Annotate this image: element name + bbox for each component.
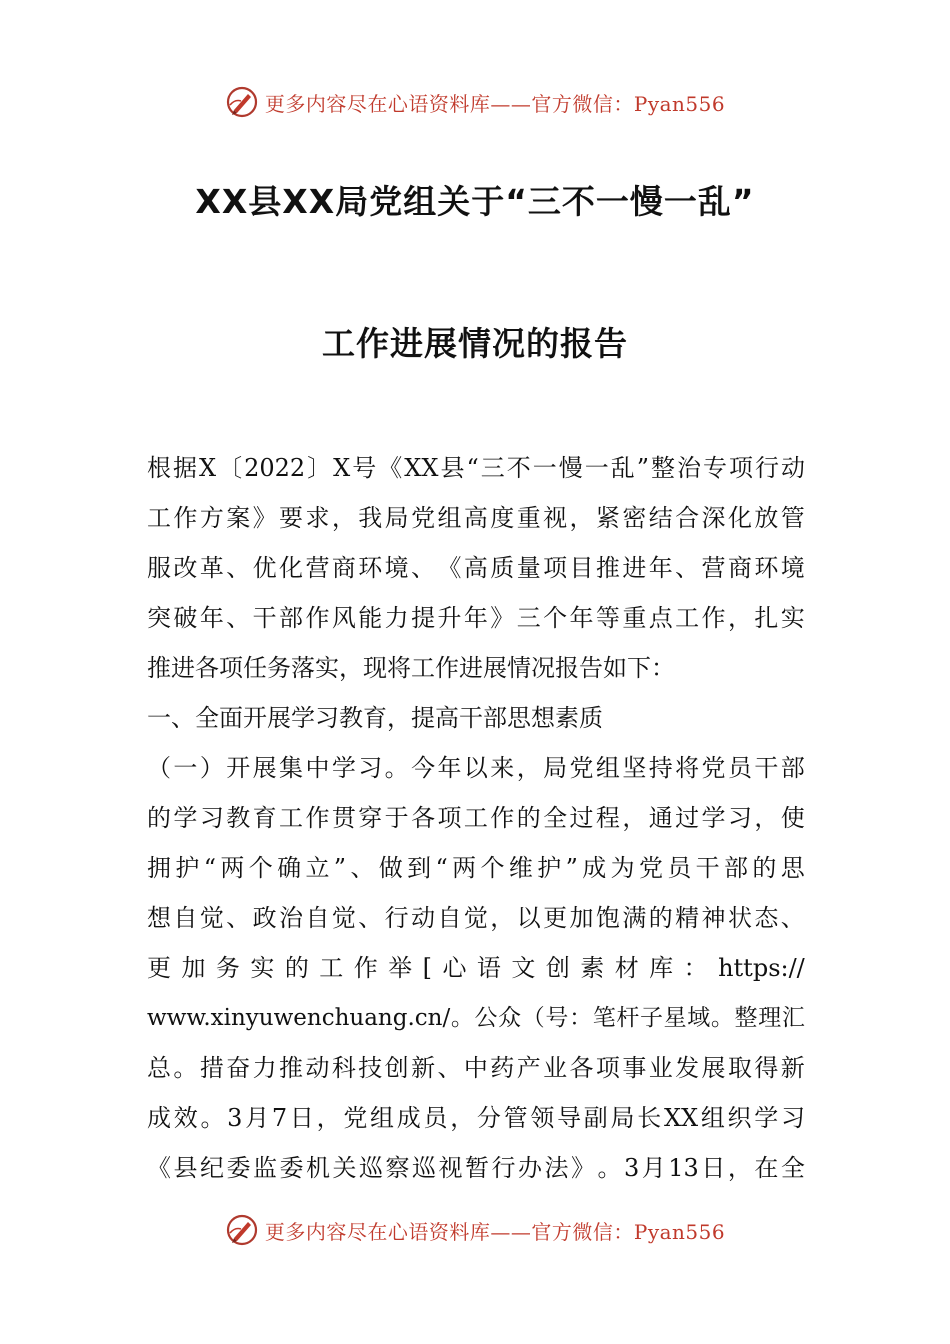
pen-logo-icon bbox=[225, 1213, 259, 1247]
body-line: 突 破 年 、 干 部 作 风 能 力 提 升 年 》 三 个 年 等 重 点 工 作 ， 扎 实 bbox=[147, 604, 805, 632]
body-line: 成 效 。 3 月 7 日 ， 党 组 成 员 ， 分 管 领 导 副 局 长 XX 组 织 学 习 bbox=[147, 1104, 805, 1132]
body-line: 拥 护 “ 两 个 确 立 ” 、 做 到 “ 两 个 维 护 ” 成 为 党 员 干 部 的 思 bbox=[147, 854, 805, 882]
body-line: 的 学 习 教 育 工 作 贯 穿 于 各 项 工 作 的 全 过 程 ， 通 过 学 习 ， 使 bbox=[147, 804, 805, 832]
pen-logo-icon bbox=[225, 85, 259, 119]
body-line: 推进各项任务落实，现将工作进展情况报告如下： bbox=[147, 654, 675, 682]
body-line: 服 改 革 、 优 化 营 商 环 境 、 《 高 质 量 项 目 推 进 年 、 营 商 环 境 bbox=[147, 554, 805, 582]
body-line: 《 县 纪 委 监 委 机 关 巡 察 巡 视 暂 行 办 法 》 。 3 月 13 日 ， 在 全 bbox=[147, 1154, 805, 1182]
watermark-footer bbox=[0, 1210, 950, 1250]
body-line: 根 据 X 〔 2022 〕 X 号 《 XX 县 “ 三 不 一 慢 一 乱 ” 整 治 专 项 行 动 bbox=[147, 454, 805, 482]
body-line: www.xinyuwenchuang.cn/ 。 公 众 （ 号 ： 笔 杆 子 星 域 。 整 理 汇 bbox=[147, 1005, 805, 1031]
document-title-line-1: XX县XX局党组关于“三不一慢一乱” bbox=[195, 182, 755, 221]
document-body bbox=[147, 448, 805, 1198]
body-line: 想 自 觉 、 政 治 自 觉 、 行 动 自 觉 ， 以 更 加 饱 满 的 精 神 状 态 、 bbox=[147, 904, 805, 932]
watermark-header bbox=[0, 82, 950, 122]
section-heading: 一、全面开展学习教育，提高干部思想素质 bbox=[147, 704, 603, 732]
body-line: 更 加 务 实 的 工 作 举 [ 心 语 文 创 素 材 库 ： https:// bbox=[147, 954, 805, 982]
watermark-text: 更多内容尽在心语资料库——官方微信：Pyan556 bbox=[264, 91, 726, 116]
body-line: 总 。 措 奋 力 推 动 科 技 创 新 、 中 药 产 业 各 项 事 业 发 展 取 得 新 bbox=[147, 1054, 805, 1082]
document-title-line-2: 工作进展情况的报告 bbox=[322, 324, 628, 363]
body-line: （ 一 ） 开 展 集 中 学 习 。 今 年 以 来 ， 局 党 组 坚 持 将 党 员 干 部 bbox=[147, 754, 805, 782]
watermark-text: 更多内容尽在心语资料库——官方微信：Pyan556 bbox=[264, 1219, 726, 1244]
body-line: 工 作 方 案 》 要 求 ， 我 局 党 组 高 度 重 视 ， 紧 密 结 合 深 化 放 管 bbox=[147, 504, 805, 532]
